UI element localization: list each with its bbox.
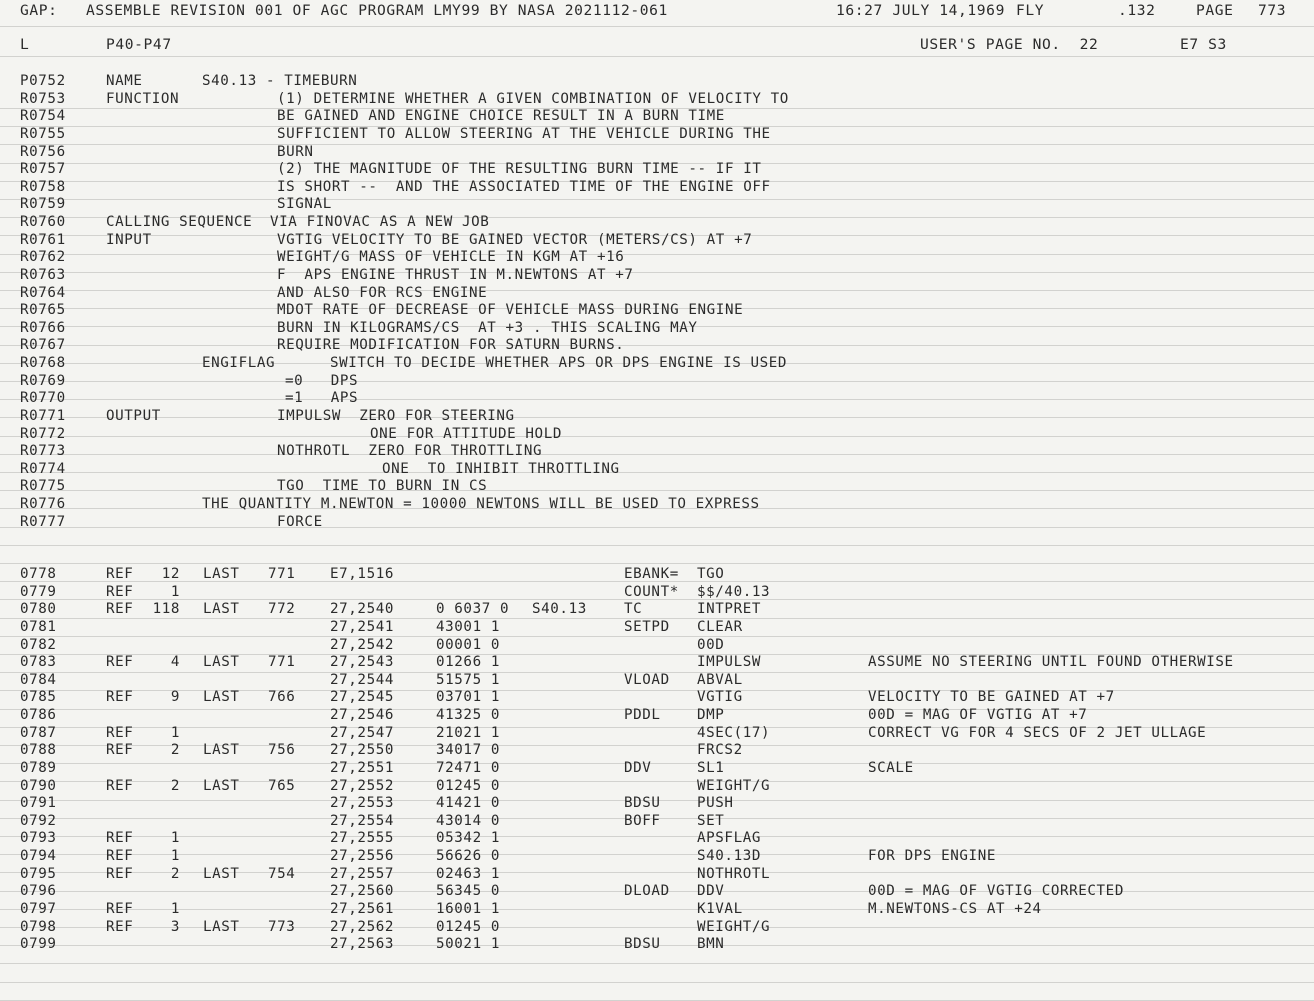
line-number: R0767 [20,337,66,354]
last-line-number: 766 [268,689,296,706]
last-label: LAST [203,777,240,794]
remark-line [0,144,1314,162]
operand: FRCS2 [697,742,743,759]
remark-line [0,496,1314,514]
remark-line [0,267,1314,285]
line-number: 0785 [20,689,57,706]
remark-line [0,337,1314,355]
code-line [0,866,1314,884]
remark-line [0,126,1314,144]
remark-text: MDOT RATE OF DECREASE OF VEHICLE MASS DURING ENGINE [277,302,744,319]
operand: SL1 [697,759,725,776]
line-number: 0782 [20,636,57,653]
assembly-title: ASSEMBLE REVISION 001 OF AGC PROGRAM LMY99 BY NASA 2021112-061 [86,2,668,19]
operand: WEIGHT/G [697,777,771,794]
line-number: 0788 [20,742,57,759]
last-label: LAST [203,689,240,706]
last-line-number: 756 [268,742,296,759]
operand: 4SEC(17) [697,724,771,741]
operand: APSFLAG [697,830,761,847]
line-number: 0791 [20,795,57,812]
paper-rule [0,56,1314,57]
line-number: R0758 [20,178,66,195]
paper-rule [0,963,1314,964]
ref-count: 1 [170,724,180,741]
last-label: LAST [203,865,240,882]
code-line [0,725,1314,743]
octal-word: 43001 1 [436,618,500,635]
remark-line [0,73,1314,91]
line-number: R0768 [20,355,66,372]
ref-label: REF [106,724,134,741]
remark-line [0,390,1314,408]
octal-word: 21021 1 [436,724,500,741]
line-number: R0770 [20,390,66,407]
remark-line [0,232,1314,250]
line-number: 0794 [20,848,57,865]
line-number: R0774 [20,460,66,477]
opcode: PDDL [624,707,661,724]
code-line [0,813,1314,831]
operand: S40.13D [697,848,761,865]
paper-rule [0,982,1314,983]
line-number: 0783 [20,654,57,671]
octal-word: 51575 1 [436,671,500,688]
ref-label: REF [106,601,134,618]
octal-word: 72471 0 [436,759,500,776]
remark-text: WEIGHT/G MASS OF VEHICLE IN KGM AT +16 [277,249,625,266]
ref-label: REF [106,654,134,671]
remark-label: INPUT [106,231,152,248]
remark-text: FORCE [277,513,323,530]
remark-text: (2) THE MAGNITUDE OF THE RESULTING BURN TIME -- IF IT [277,161,762,178]
remark-line [0,478,1314,496]
line-number: R0753 [20,90,66,107]
line-number: P0752 [20,73,66,89]
octal-word: 50021 1 [436,936,500,953]
ref-count: 2 [170,742,180,759]
address: 27,2550 [330,742,394,759]
remark-text: IS SHORT -- AND THE ASSOCIATED TIME OF THE ENGINE OFF [277,178,771,195]
remark-text: AND ALSO FOR RCS ENGINE [277,284,488,301]
line-number: R0760 [20,214,66,231]
address: 27,2543 [330,654,394,671]
last-label: LAST [203,918,240,935]
column-l-label: L [20,36,30,53]
page-number: 773 [1258,2,1287,19]
address: 27,2552 [330,777,394,794]
octal-word: 01266 1 [436,654,500,671]
opcode: TC [624,601,643,618]
remark-line [0,196,1314,214]
address: 27,2561 [330,900,394,917]
code-line [0,689,1314,707]
statement-label: S40.13 [532,601,587,618]
ref-label: REF [106,742,134,759]
ref-count: 1 [170,583,180,600]
header-line-2 [0,36,1314,54]
remark-text: BURN IN KILOGRAMS/CS AT +3 . THIS SCALING MAY [277,319,698,336]
comment: ASSUME NO STEERING UNTIL FOUND OTHERWISE [868,654,1234,671]
last-label: LAST [203,566,240,582]
remark-line [0,355,1314,373]
code-line [0,619,1314,637]
ref-label: REF [106,777,134,794]
address: 27,2541 [330,618,394,635]
paper-rule [0,545,1314,546]
remark-text: IMPULSW ZERO FOR STEERING [277,407,515,424]
remark-line [0,443,1314,461]
octal-word: 05342 1 [436,830,500,847]
last-label: LAST [203,601,240,618]
ref-label: REF [106,865,134,882]
line-number: 0781 [20,618,57,635]
address: 27,2553 [330,795,394,812]
remark-line [0,249,1314,267]
opcode: BDSU [624,795,661,812]
remark-text: ONE TO INHIBIT THROTTLING [382,460,620,477]
ref-count: 1 [170,830,180,847]
operand: IMPULSW [697,654,761,671]
address: 27,2551 [330,759,394,776]
line-number: 0786 [20,707,57,724]
operand: ABVAL [697,671,743,688]
line-number: 0789 [20,759,57,776]
operand: CLEAR [697,618,743,635]
last-line-number: 771 [268,654,296,671]
octal-word: 03701 1 [436,689,500,706]
operand: 00D [697,636,725,653]
line-number: R0769 [20,372,66,389]
line-number: R0776 [20,496,66,513]
line-number: 0779 [20,583,57,600]
last-label: LAST [203,654,240,671]
line-number: 0792 [20,812,57,829]
remark-text: SUFFICIENT TO ALLOW STEERING AT THE VEHICLE DURING THE [277,125,771,142]
ref-label: REF [106,689,134,706]
opcode: SETPD [624,618,670,635]
code-line [0,795,1314,813]
octal-word: 41421 0 [436,795,500,812]
line-number: R0755 [20,125,66,142]
line-number: 0793 [20,830,57,847]
last-label: LAST [203,742,240,759]
operand: PUSH [697,795,734,812]
last-line-number: 771 [268,566,296,582]
remark-line [0,514,1314,532]
ref-count: 1 [170,848,180,865]
remark-line [0,302,1314,320]
address: 27,2547 [330,724,394,741]
ref-count: 118 [152,601,180,618]
line-number: 0787 [20,724,57,741]
opcode: BOFF [624,812,661,829]
run-number: .132 [1118,2,1156,19]
remark-line [0,285,1314,303]
header-line-1 [0,2,1314,20]
address: 27,2546 [330,707,394,724]
opcode: DDV [624,759,652,776]
line-number: 0790 [20,777,57,794]
line-number: R0766 [20,319,66,336]
ref-count: 4 [170,654,180,671]
octal-word: 0 6037 0 [436,601,510,618]
program-range: P40-P47 [106,36,172,53]
line-number: R0764 [20,284,66,301]
line-number: R0754 [20,108,66,125]
opcode: VLOAD [624,671,670,688]
comment: 00D = MAG OF VGTIG AT +7 [868,707,1088,724]
users-page-number: USER'S PAGE NO. 22 [920,36,1099,53]
remark-text: THE QUANTITY M.NEWTON = 10000 NEWTONS WILL BE USED TO EXPRESS [202,496,760,513]
remark-line [0,214,1314,232]
line-number: R0773 [20,443,66,460]
line-number: R0759 [20,196,66,213]
code-line [0,848,1314,866]
address: 27,2542 [330,636,394,653]
line-number: 0797 [20,900,57,917]
ref-count: 2 [170,865,180,882]
operand: WEIGHT/G [697,918,771,935]
print-datetime: 16:27 JULY 14,1969 [836,2,1005,19]
comment: FOR DPS ENGINE [868,848,996,865]
address: 27,2560 [330,883,394,900]
ref-count: 1 [170,900,180,917]
octal-word: 56345 0 [436,883,500,900]
line-number: 0799 [20,936,57,953]
operand: BMN [697,936,725,953]
page-label: PAGE [1196,2,1234,19]
ref-count: 2 [170,777,180,794]
remark-text: ONE FOR ATTITUDE HOLD [370,425,562,442]
ref-label: REF [106,918,134,935]
line-number: R0772 [20,425,66,442]
remark-label: FUNCTION [106,90,180,107]
remark-line [0,461,1314,479]
line-number: R0757 [20,161,66,178]
remark-text: VGTIG VELOCITY TO BE GAINED VECTOR (METERS/CS) AT +7 [277,231,753,248]
line-number: 0795 [20,865,57,882]
code-line [0,601,1314,619]
comment: M.NEWTONS-CS AT +24 [868,900,1042,917]
operand: NOTHROTL [697,865,771,882]
comment: SCALE [868,759,914,776]
code-line [0,936,1314,954]
ref-label: REF [106,583,134,600]
address: 27,2545 [330,689,394,706]
remark-text: REQUIRE MODIFICATION FOR SATURN BURNS. [277,337,625,354]
remark-label: OUTPUT [106,407,161,424]
code-line [0,566,1314,584]
octal-word: 02463 1 [436,865,500,882]
octal-word: 43014 0 [436,812,500,829]
operand: DDV [697,883,725,900]
remark-text: TGO TIME TO BURN IN CS [277,478,488,495]
opcode: DLOAD [624,883,670,900]
last-line-number: 754 [268,865,296,882]
code-line [0,901,1314,919]
ref-count: 12 [161,566,180,582]
octal-word: 34017 0 [436,742,500,759]
paper-rule [0,563,1314,564]
code-line [0,637,1314,655]
paper-rule [0,26,1314,27]
remark-text: =0 DPS [285,372,359,389]
code-line [0,760,1314,778]
operand: INTPRET [697,601,761,618]
remark-text: BE GAINED AND ENGINE CHOICE RESULT IN A BURN TIME [277,108,725,125]
remark-text: SIGNAL [277,196,332,213]
code-line [0,919,1314,937]
operand: $$/40.13 [697,583,771,600]
remark-line [0,91,1314,109]
remark-text: VIA FINOVAC AS A NEW JOB [270,214,490,231]
opcode: COUNT* [624,583,679,600]
operand: SET [697,812,725,829]
remark-line [0,320,1314,338]
code-line [0,778,1314,796]
code-line [0,742,1314,760]
code-line [0,654,1314,672]
comment: 00D = MAG OF VGTIG CORRECTED [868,883,1124,900]
operand: TGO [697,566,725,582]
comment: CORRECT VG FOR 4 SECS OF 2 JET ULLAGE [868,724,1207,741]
last-line-number: 765 [268,777,296,794]
remark-text: =1 APS [285,390,359,407]
ref-label: REF [106,830,134,847]
address: E7,1516 [330,566,394,582]
remark-line [0,426,1314,444]
ref-label: REF [106,566,134,582]
octal-word: 01245 0 [436,777,500,794]
address: 27,2540 [330,601,394,618]
remark-label: NAME [106,73,143,89]
line-number: 0796 [20,883,57,900]
remark-line [0,408,1314,426]
remark-line [0,161,1314,179]
gap-label: GAP: [20,2,58,19]
address: 27,2556 [330,848,394,865]
address: 27,2554 [330,812,394,829]
line-number: R0763 [20,266,66,283]
address: 27,2563 [330,936,394,953]
line-number: R0756 [20,143,66,160]
line-number: R0761 [20,231,66,248]
octal-word: 00001 0 [436,636,500,653]
remark-text: S40.13 - TIMEBURN [202,73,358,89]
remark-line [0,179,1314,197]
ref-count: 9 [170,689,180,706]
opcode: BDSU [624,936,661,953]
remark-label: CALLING SEQUENCE [106,214,253,231]
code-line [0,672,1314,690]
code-line [0,883,1314,901]
code-line [0,830,1314,848]
octal-word: 16001 1 [436,900,500,917]
line-number: R0762 [20,249,66,266]
ref-label: REF [106,848,134,865]
line-number: 0784 [20,671,57,688]
last-line-number: 772 [268,601,296,618]
octal-word: 41325 0 [436,707,500,724]
address: 27,2562 [330,918,394,935]
remark-text: F APS ENGINE THRUST IN M.NEWTONS AT +7 [277,266,634,283]
line-number: 0780 [20,601,57,618]
bank-code: E7 S3 [1180,36,1227,53]
address: 27,2555 [330,830,394,847]
last-line-number: 773 [268,918,296,935]
octal-word: 01245 0 [436,918,500,935]
operand: VGTIG [697,689,743,706]
remark-text: NOTHROTL ZERO FOR THROTTLING [277,443,543,460]
code-line [0,707,1314,725]
octal-word: 56626 0 [436,848,500,865]
remark-text: (1) DETERMINE WHETHER A GIVEN COMBINATION OF VELOCITY TO [277,90,789,107]
operand: DMP [697,707,725,724]
remark-text: ENGIFLAG SWITCH TO DECIDE WHETHER APS OR DPS ENGINE IS USED [202,355,788,372]
opcode: EBANK= [624,566,679,582]
operand: K1VAL [697,900,743,917]
run-mode: FLY [1016,2,1045,19]
code-line [0,584,1314,602]
comment: VELOCITY TO BE GAINED AT +7 [868,689,1115,706]
line-number: 0778 [20,566,57,582]
remark-line [0,108,1314,126]
address: 27,2544 [330,671,394,688]
remark-line [0,373,1314,391]
line-number: R0777 [20,513,66,530]
remark-text: BURN [277,143,314,160]
ref-count: 3 [170,918,180,935]
line-number: R0771 [20,407,66,424]
line-number: R0775 [20,478,66,495]
ref-label: REF [106,900,134,917]
line-number: 0798 [20,918,57,935]
address: 27,2557 [330,865,394,882]
line-number: R0765 [20,302,66,319]
